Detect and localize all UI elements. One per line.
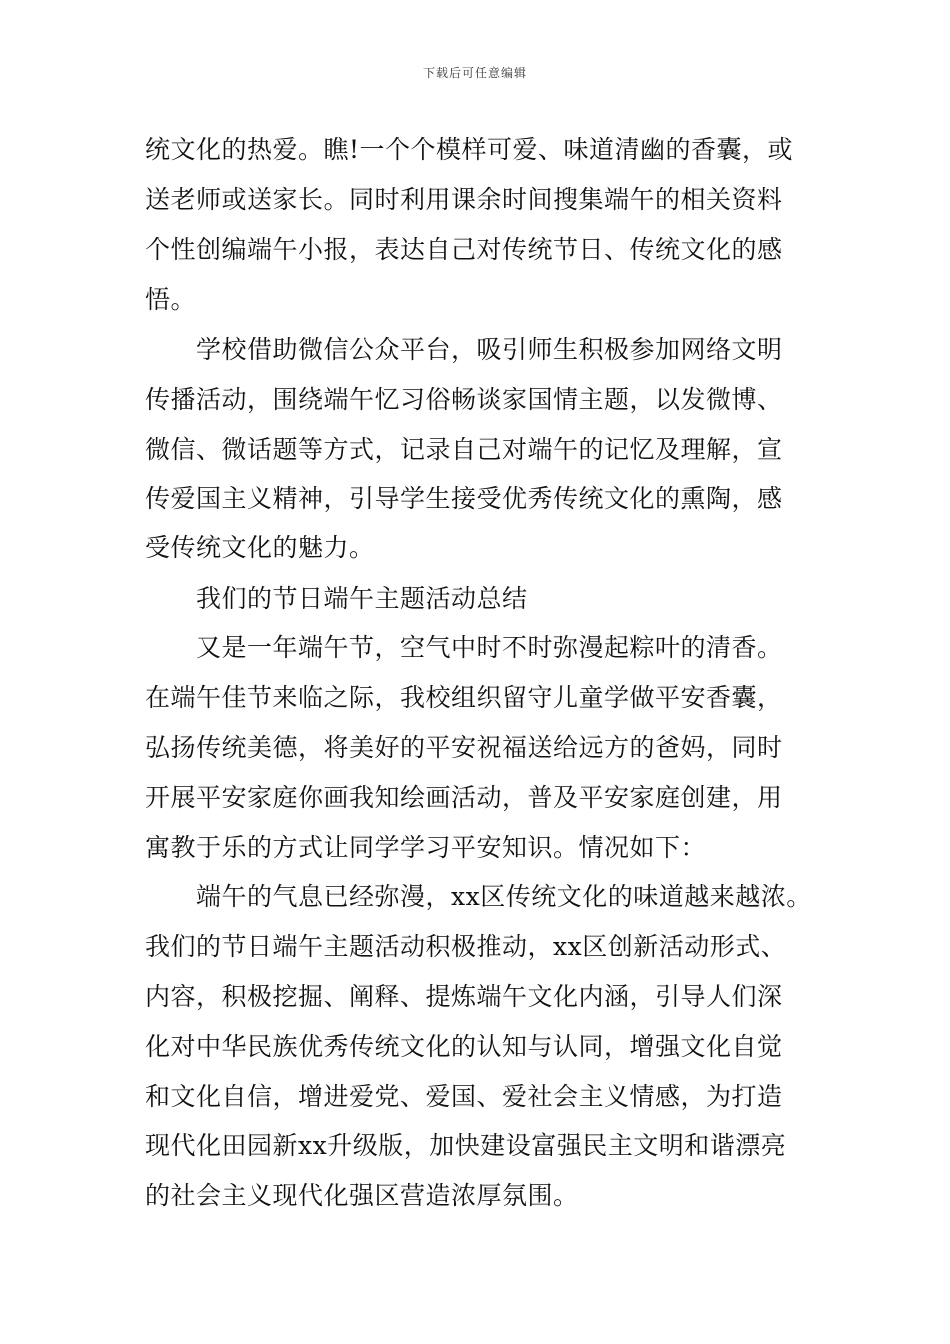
- section-title: 我们的节日端午主题活动总结: [145, 584, 528, 613]
- text-line: 悟。: [145, 285, 197, 314]
- text-line: 个性创编端午小报，表达自己对传统节日、传统文化的感: [145, 235, 783, 264]
- text-line: 现代化田园新xx升级版，加快建设富强民主文明和谐漂亮: [145, 1131, 787, 1160]
- text-line: 学校借助微信公众平台，吸引师生积极参加网络文明: [145, 335, 783, 364]
- text-line: 传播活动，围绕端午忆习俗畅谈家国情主题，以发微博、: [145, 385, 783, 414]
- text-line: 传爱国主义精神，引导学生接受优秀传统文化的熏陶，感: [145, 484, 783, 513]
- text-line: 微信、微话题等方式，记录自己对端午的记忆及理解，宣: [145, 435, 783, 464]
- page-header: 下载后可任意编辑: [422, 66, 527, 80]
- text-line: 受传统文化的魅力。: [145, 533, 375, 562]
- text-line: 端午的气息已经弥漫，xx区传统文化的味道越来越浓。: [145, 882, 812, 911]
- text-line: 内容，积极挖掘、阐释、提炼端午文化内涵，引导人们深: [145, 982, 783, 1011]
- text-line: 送老师或送家长。同时利用课余时间搜集端午的相关资料: [145, 185, 783, 214]
- text-line: 又是一年端午节，空气中时不时弥漫起粽叶的清香。: [145, 633, 783, 662]
- text-line: 和文化自信，增进爱党、爱国、爱社会主义情感，为打造: [145, 1082, 783, 1111]
- text-line: 我们的节日端午主题活动积极推动，xx区创新活动形式、: [145, 932, 787, 961]
- text-line: 的社会主义现代化强区营造浓厚氛围。: [145, 1181, 579, 1210]
- text-line: 统文化的热爱。瞧!一个个模样可爱、味道清幽的香囊，或: [145, 135, 794, 164]
- text-line: 化对中华民族优秀传统文化的认知与认同，增强文化自觉: [145, 1032, 783, 1061]
- text-line: 在端午佳节来临之际，我校组织留守儿童学做平安香囊，: [145, 683, 783, 712]
- text-line: 弘扬传统美德，将美好的平安祝福送给远方的爸妈，同时: [145, 733, 783, 762]
- text-line: 寓教于乐的方式让同学学习平安知识。情况如下：: [145, 833, 707, 862]
- text-line: 开展平安家庭你画我知绘画活动，普及平安家庭创建，用: [145, 783, 783, 812]
